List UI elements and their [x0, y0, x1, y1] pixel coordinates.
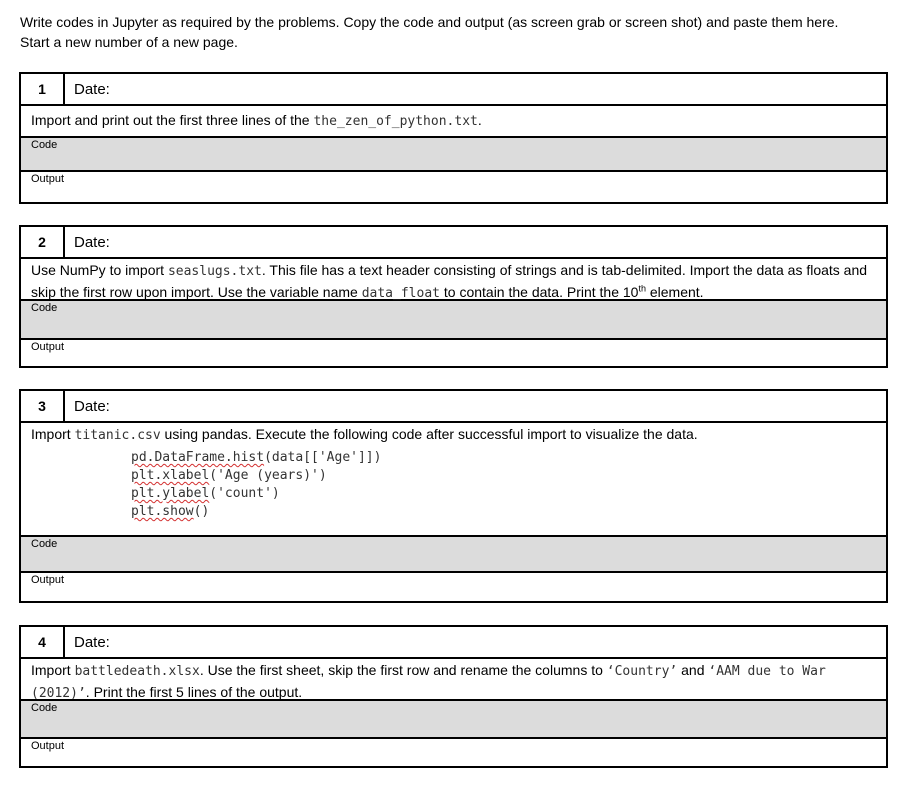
problem-instructions: Import and print out the first three lines of the the_zen_of_python.txt. — [31, 112, 482, 129]
problem-header — [21, 227, 886, 259]
filename: battledeath.xlsx — [74, 664, 200, 679]
output-box[interactable] — [21, 170, 886, 202]
output-label: Output — [31, 740, 65, 752]
output-label: Output — [31, 574, 65, 586]
problem-header — [21, 627, 886, 659]
column-name: ‘AAM due to War (2012)’ — [31, 664, 826, 701]
problem-number: 3 — [21, 391, 65, 421]
column-name: ‘Country’ — [606, 664, 678, 679]
code-box[interactable] — [21, 535, 886, 571]
date-label: Date: — [74, 80, 110, 98]
problem-instructions: Import battledeath.xlsx. Use the first sheet, skip the first row and rename the columns to ‘Country’ and ‘AAM due to War (2012)’. Print the first 5 lines of the output. — [31, 662, 826, 701]
problem-number: 2 — [21, 227, 65, 257]
code-line: plt.ylabel('count') — [131, 486, 280, 501]
code-line: pd.DataFrame.hist(data[['Age']]) — [131, 450, 382, 465]
problem-header — [21, 391, 886, 423]
filename: titanic.csv — [74, 428, 161, 443]
code-line: plt.xlabel('Age (years)') — [131, 468, 327, 483]
instructions-line-1: Write codes in Jupyter as required by the problems. Copy the code and output (as screen grab or screen shot) and paste them here. — [20, 14, 839, 30]
problem-instructions: Use NumPy to import seaslugs.txt. This file has a text header consisting of strings and is tab-delimited. Import the data as floats and skip the first row upon import. Use the variable name data_float to contain the data. Print the 10th element. — [31, 262, 868, 301]
code-label: Code — [31, 538, 58, 550]
problem-number: 1 — [21, 74, 65, 104]
code-box[interactable] — [21, 699, 886, 737]
output-box[interactable] — [21, 737, 886, 768]
problem-instructions: Import titanic.csv using pandas. Execute the following code after successful import to visualize the data. pd.DataFrame.hist(data[['Age']]) plt.xlabel('Age (years)') plt.ylabel('count') plt.show() — [21, 423, 886, 535]
code-box[interactable] — [21, 299, 886, 338]
code-label: Code — [31, 139, 58, 151]
code-line: plt.show() — [131, 504, 210, 519]
output-label: Output — [31, 341, 65, 353]
problem-3 — [19, 389, 888, 603]
instructions — [20, 12, 900, 52]
filename: the_zen_of_python.txt — [313, 114, 478, 129]
code-box[interactable] — [21, 136, 886, 170]
date-label: Date: — [74, 397, 110, 415]
code-snippet — [131, 449, 876, 521]
problem-header — [21, 74, 886, 106]
code-label: Code — [31, 702, 58, 714]
code-label: Code — [31, 302, 58, 314]
date-label: Date: — [74, 633, 110, 651]
date-label: Date: — [74, 233, 110, 251]
filename: seaslugs.txt — [167, 264, 262, 279]
instructions-line-2: Start a new number of a new page. — [20, 34, 238, 50]
output-box[interactable] — [21, 571, 886, 603]
problem-2 — [19, 225, 888, 368]
variable-name: data_float — [361, 286, 440, 301]
problem-4 — [19, 625, 888, 768]
problem-number: 4 — [21, 627, 65, 657]
problem-1 — [19, 72, 888, 204]
output-box[interactable] — [21, 338, 886, 368]
output-label: Output — [31, 173, 65, 185]
